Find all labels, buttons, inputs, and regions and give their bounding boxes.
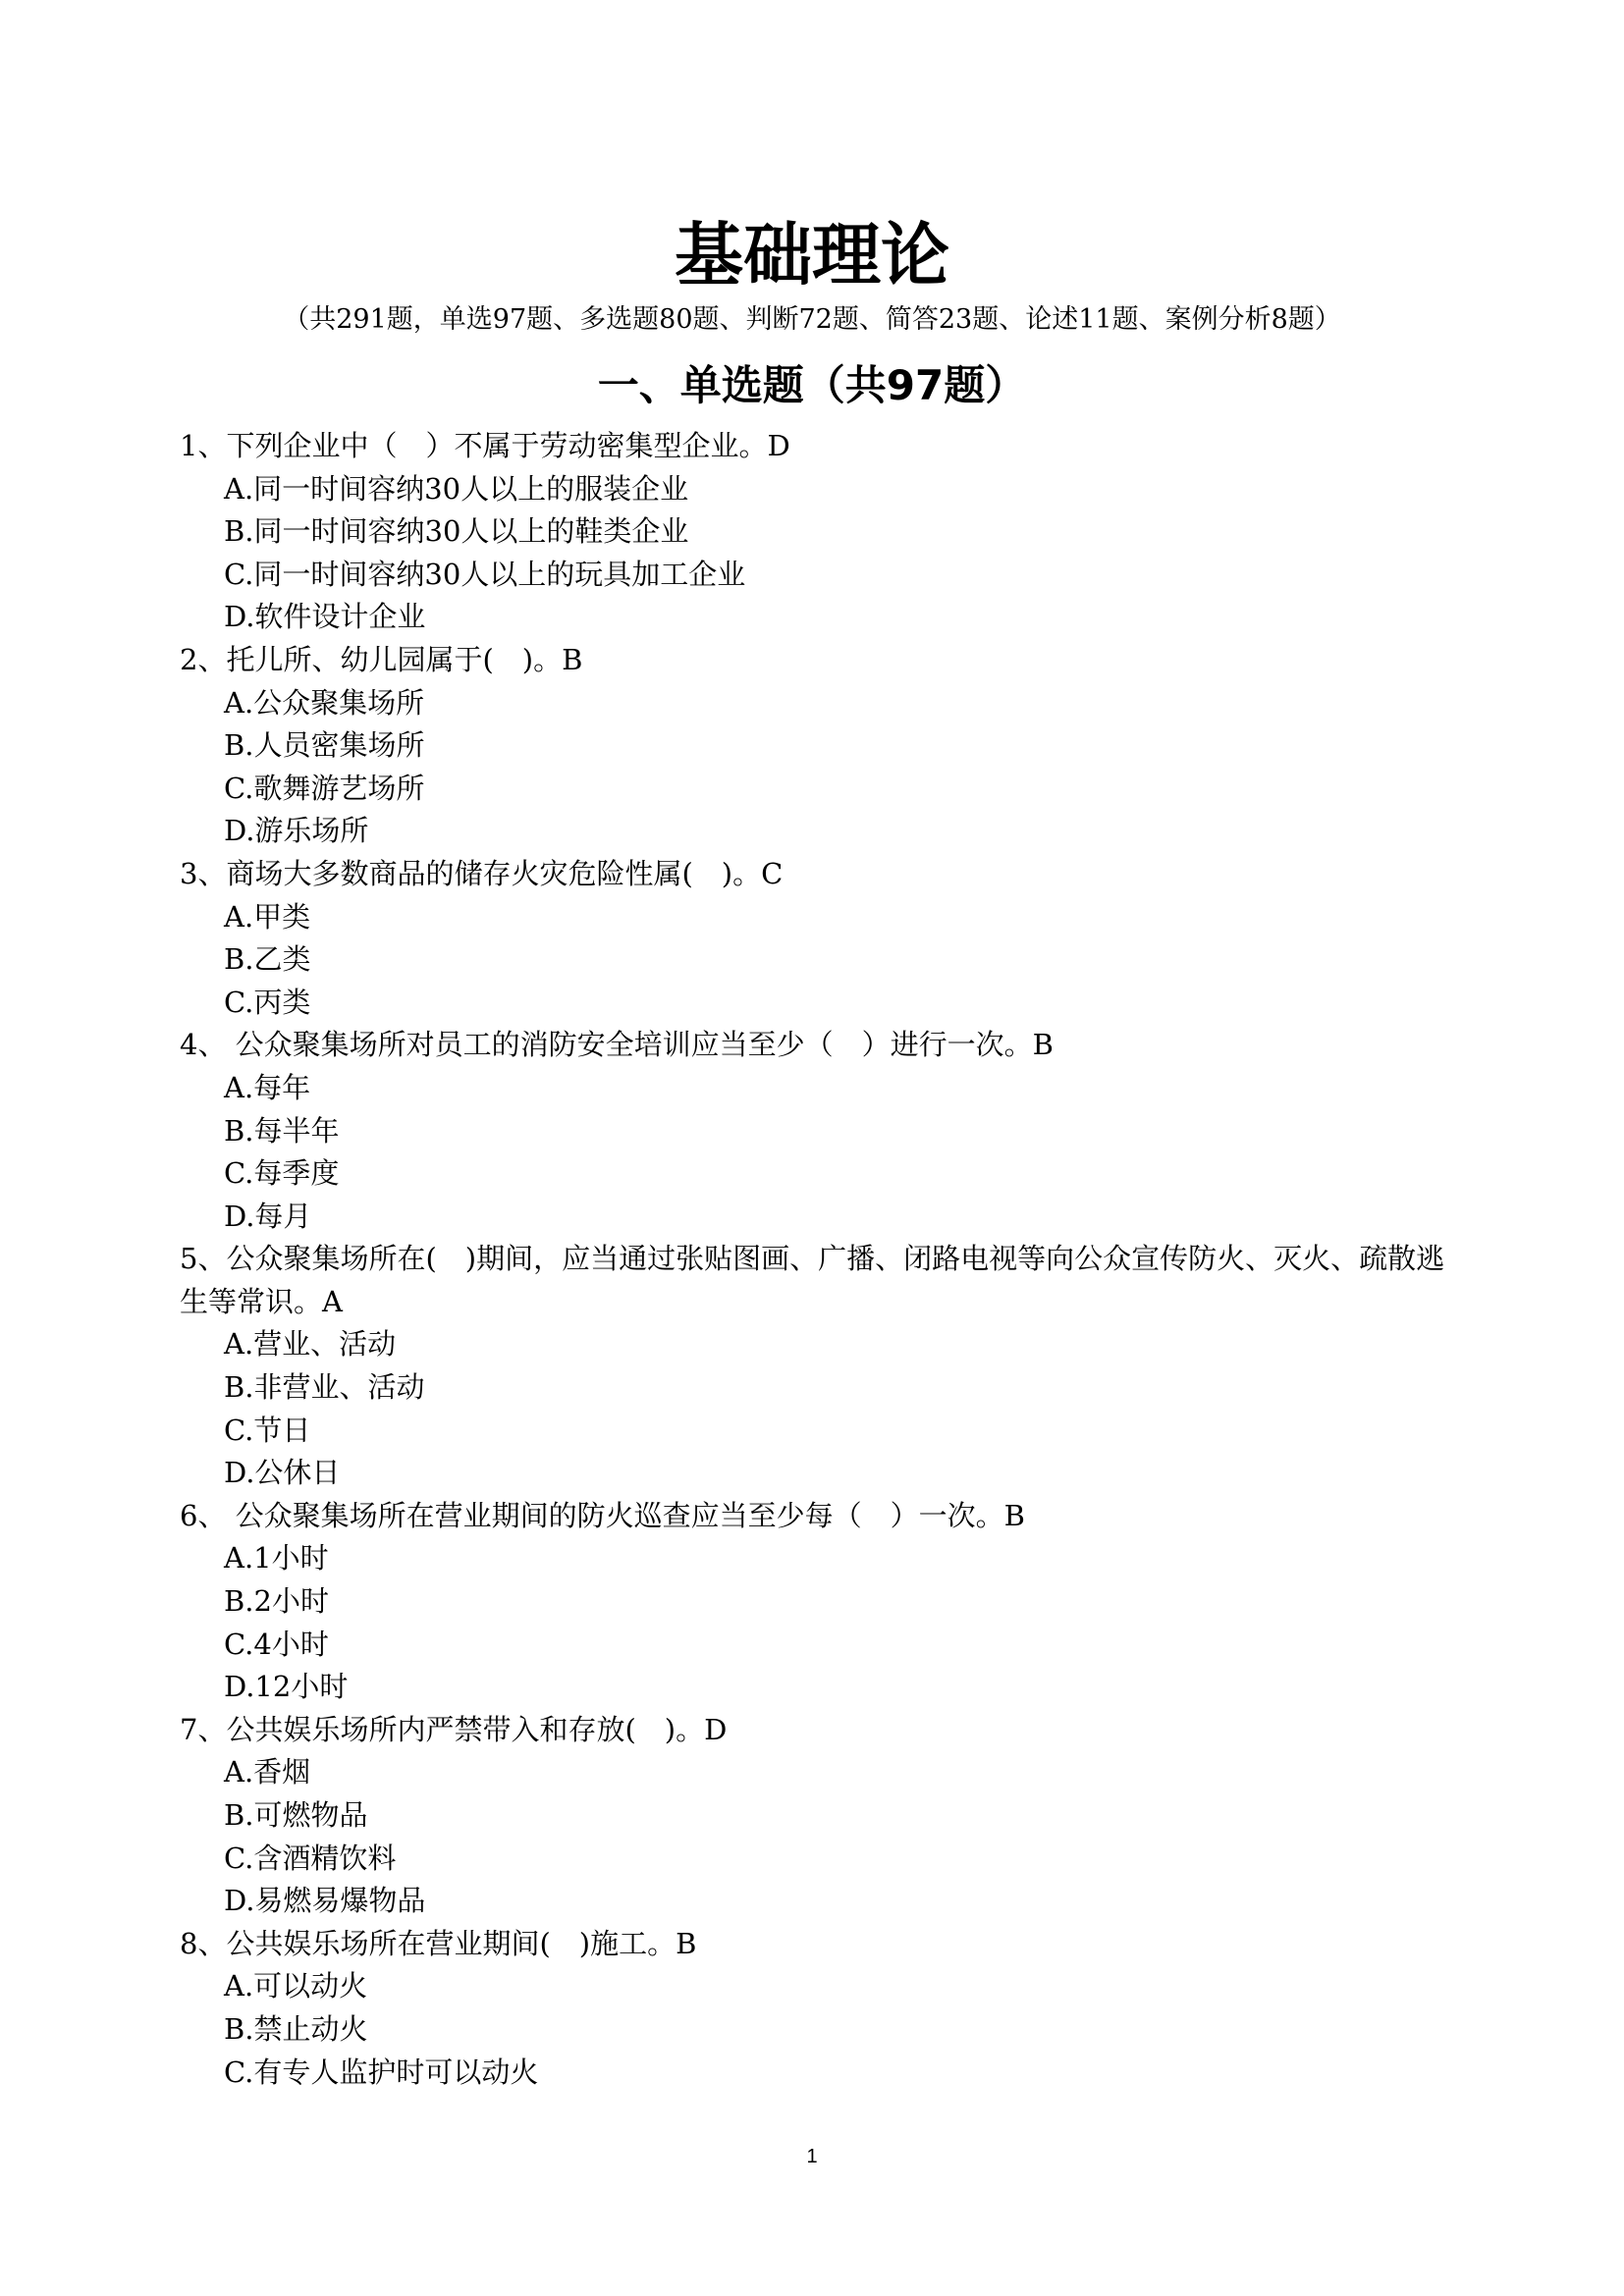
answer-option: A.香烟 <box>224 1755 311 1789</box>
section-heading: 一、单选题（共97题） <box>597 361 1027 409</box>
answer-option: C.含酒精饮料 <box>224 1841 397 1875</box>
answer-option: B.非营业、活动 <box>224 1370 425 1405</box>
answer-option: B.2小时 <box>224 1584 329 1619</box>
answer-option: C.同一时间容纳30人以上的玩具加工企业 <box>224 557 746 591</box>
question-text: 3、商场大多数商品的储存火灾危险性属( )。C <box>180 856 784 890</box>
answer-option: B.可燃物品 <box>224 1798 368 1832</box>
question-text: 7、公共娱乐场所内严禁带入和存放( )。D <box>180 1712 728 1746</box>
question-text: 8、公共娱乐场所在营业期间( )施工。B <box>180 1926 697 1960</box>
question-text: 2、托儿所、幼儿园属于( )。B <box>180 642 583 676</box>
question-text: 6、 公众聚集场所在营业期间的防火巡查应当至少每（ ）一次。B <box>180 1498 1025 1532</box>
answer-option: C.歌舞游艺场所 <box>224 771 425 805</box>
answer-option: B.每半年 <box>224 1113 340 1148</box>
answer-option: A.1小时 <box>224 1541 329 1575</box>
page-number: 1 <box>806 2146 818 2167</box>
question-text: 5、公众聚集场所在( )期间，应当通过张贴图画、广播、闭路电视等向公众宣传防火、灭火、疏散逃生等常识。A <box>180 1242 1445 1318</box>
answer-option: A.甲类 <box>224 899 311 934</box>
answer-option: A.同一时间容纳30人以上的服装企业 <box>224 471 689 506</box>
answer-option: B.禁止动火 <box>224 2011 368 2046</box>
answer-option: A.营业、活动 <box>224 1327 397 1362</box>
answer-option: B.人员密集场所 <box>224 728 425 763</box>
answer-option: A.可以动火 <box>224 1969 368 2003</box>
answer-option: D.软件设计企业 <box>224 600 426 634</box>
answer-option: C.丙类 <box>224 985 311 1019</box>
answer-option: C.4小时 <box>224 1627 329 1661</box>
question-text: 4、 公众聚集场所对员工的消防安全培训应当至少（ ）进行一次。B <box>180 1028 1054 1062</box>
document-subtitle: （共291题，单选97题、多选题80题、判断72题、简答23题、论述11题、案例分析8题） <box>283 304 1341 335</box>
answer-option: D.公休日 <box>224 1456 341 1490</box>
answer-option: D.易燃易爆物品 <box>224 1884 426 1918</box>
answer-option: B.同一时间容纳30人以上的鞋类企业 <box>224 514 689 549</box>
answer-option: C.节日 <box>224 1413 311 1447</box>
document-title: 基础理论 <box>675 215 949 295</box>
answer-option: C.有专人监护时可以动火 <box>224 2055 539 2089</box>
answer-option: D.每月 <box>224 1199 312 1233</box>
answer-option: D.12小时 <box>224 1670 349 1704</box>
answer-option: B.乙类 <box>224 942 311 977</box>
answer-option: D.游乐场所 <box>224 814 369 848</box>
answer-option: A.公众聚集场所 <box>224 685 425 720</box>
answer-option: C.每季度 <box>224 1156 340 1191</box>
question-list <box>180 425 1456 2094</box>
answer-option: A.每年 <box>224 1070 311 1104</box>
question-text: 1、下列企业中（ ）不属于劳动密集型企业。D <box>180 429 790 462</box>
